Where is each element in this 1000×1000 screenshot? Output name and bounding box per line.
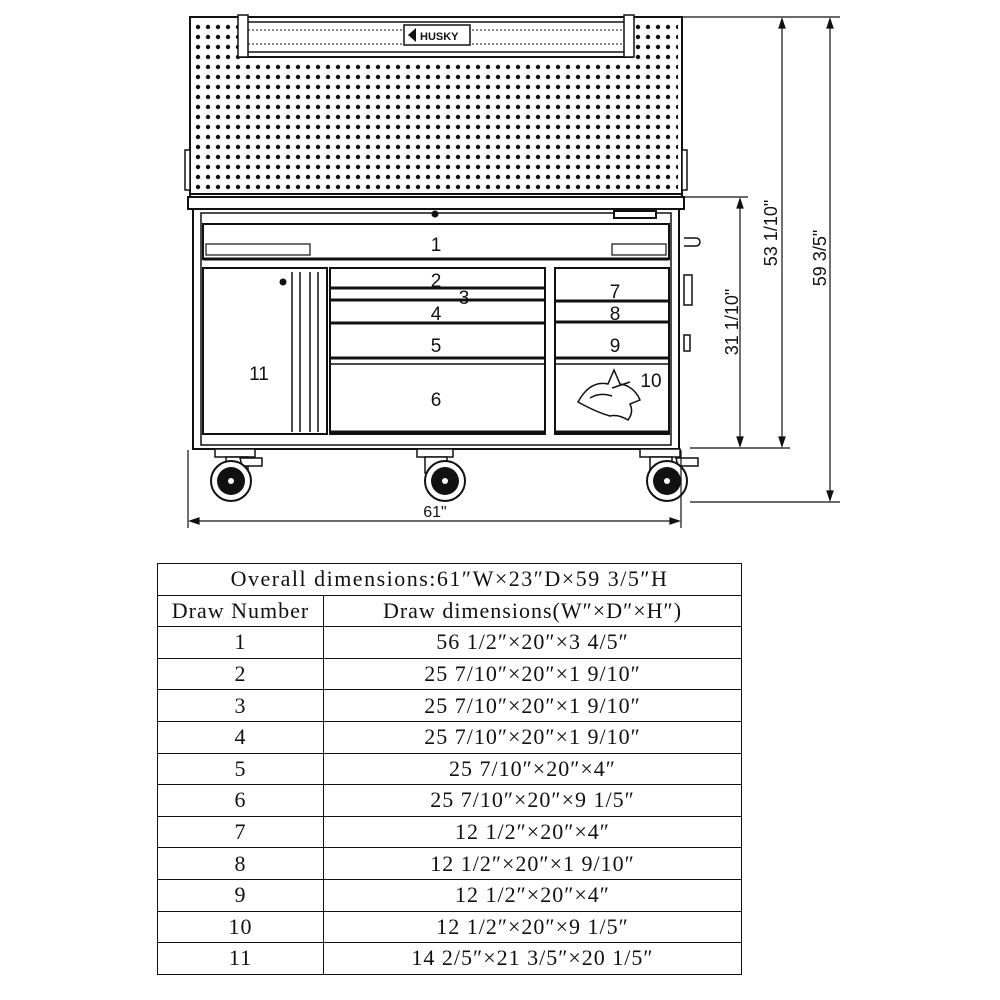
logo-text: HUSKY [420,31,459,43]
total-height-label: 59 3/5" [810,229,830,287]
table-row [158,879,742,911]
table-row [158,816,742,848]
drawer-dimensions-cell: 25 7/10″×20″×9 1/5″ [324,785,742,817]
width-label: 61" [423,504,447,521]
light-bar [238,15,634,57]
table-row [158,690,742,722]
drawer-number-cell: 5 [158,753,324,785]
table-title: Overall dimensions:61″W×23″D×59 3/5″H [158,564,742,596]
table-row [158,911,742,943]
drawer-dimensions-cell: 25 7/10″×20″×1 9/10″ [324,658,742,690]
drawer-label-10: 10 [640,371,662,392]
table-row [158,721,742,753]
drawer-dimensions-cell: 14 2/5″×21 3/5″×20 1/5″ [324,943,742,975]
drawer-dimensions-cell: 12 1/2″×20″×4″ [324,879,742,911]
drawer-dimensions-cell: 12 1/2″×20″×4″ [324,816,742,848]
drawer-number-cell: 11 [158,943,324,975]
drawer-number-cell: 7 [158,816,324,848]
drawer-label-9: 9 [609,336,621,357]
caster-left [211,449,262,501]
drawer-label-8: 8 [609,304,621,325]
drawer-label-4: 4 [430,304,442,325]
drawer-label-3: 3 [458,288,470,309]
top-height-label: 53 1/10" [761,199,781,267]
drawer-number-cell: 6 [158,785,324,817]
drawer-label-6: 6 [430,390,442,411]
drawer-dimensions-cell: 25 7/10″×20″×4″ [324,753,742,785]
drawer-number-cell: 8 [158,848,324,880]
drawer-dimensions-cell: 12 1/2″×20″×1 9/10″ [324,848,742,880]
caster-middle [417,449,465,501]
table-row [158,943,742,975]
drawer-dimensions-cell: 25 7/10″×20″×1 9/10″ [324,690,742,722]
table-row [158,785,742,817]
drawer-dimensions-cell: 56 1/2″×20″×3 4/5″ [324,627,742,659]
drawer-number-cell: 4 [158,721,324,753]
dimensions-table [157,563,742,975]
caster-right [640,449,698,501]
header-draw-dimensions: Draw dimensions(W″×D″×H″) [324,595,742,627]
drawer-label-5: 5 [430,336,442,357]
drawer-11 [203,268,327,434]
table-row [158,753,742,785]
drawer-number-cell: 3 [158,690,324,722]
body-height-label: 31 1/10" [722,288,742,356]
table-header-row [158,595,742,627]
table-row [158,848,742,880]
table-title-row [158,564,742,596]
drawer-dimensions-cell: 25 7/10″×20″×1 9/10″ [324,721,742,753]
drawer-label-7: 7 [609,282,621,303]
drawer-number-cell: 2 [158,658,324,690]
drawer-dimensions-cell: 12 1/2″×20″×9 1/5″ [324,911,742,943]
drawer-label-2: 2 [430,271,442,292]
drawer-label-1: 1 [430,235,442,256]
table-row [158,658,742,690]
drawer-number-cell: 9 [158,879,324,911]
table-row [158,627,742,659]
drawer-number-cell: 10 [158,911,324,943]
drawer-number-cell: 1 [158,627,324,659]
header-draw-number: Draw Number [158,595,324,627]
drawer-label-11: 11 [249,364,269,385]
